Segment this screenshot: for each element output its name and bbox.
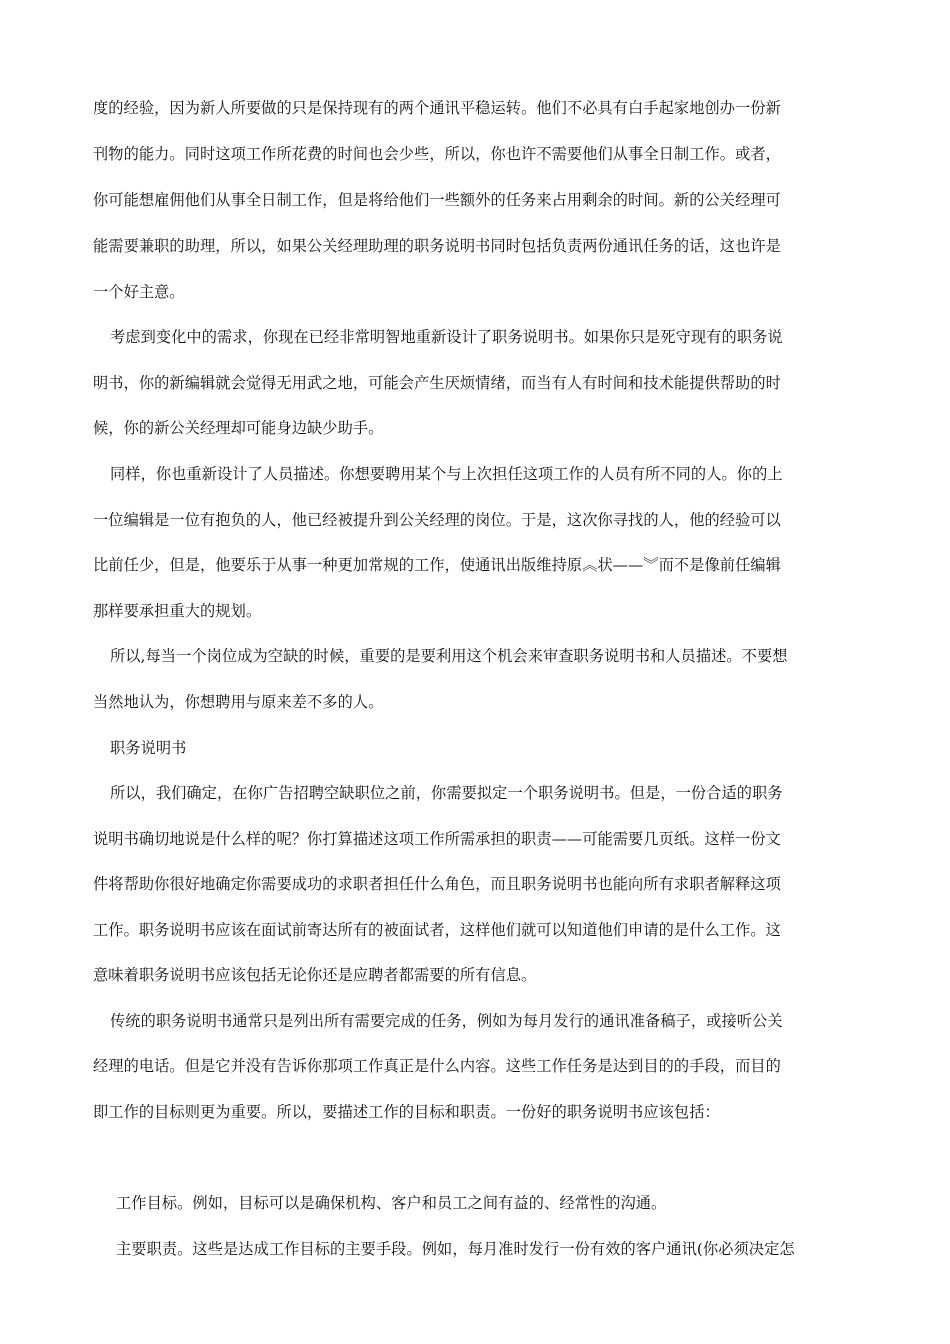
text-line: 明书，你的新编辑就会觉得无用武之地，可能会产生厌烦情绪，而当有人有时间和技术能提供帮助的时 bbox=[93, 374, 781, 392]
text-line: 说明书确切地说是什么样的呢？你打算描述这项工作所需承担的职责——可能需要几页纸。这样一份文 bbox=[93, 830, 781, 848]
text-line: 件将帮助你很好地确定你需要成功的求职者担任什么角色，而且职务说明书也能向所有求职者解释这项 bbox=[93, 875, 781, 893]
text-line: 度的经验，因为新人所要做的只是保持现有的两个通讯平稳运转。他们不必具有白手起家地创办一份新 bbox=[93, 99, 781, 117]
text-line: 同样，你也重新设计了人员描述。你想要聘用某个与上次担任这项工作的人员有所不同的人。你的上 bbox=[110, 465, 783, 483]
text-line: 当然地认为，你想聘用与原来差不多的人。 bbox=[93, 693, 384, 711]
section-heading: 职务说明书 bbox=[110, 739, 187, 757]
text-line: 刊物的能力。同时这项工作所花费的时间也会少些，所以，你也许不需要他们从事全日制工作。或者， bbox=[93, 145, 781, 163]
text-line: 所以,每当一个岗位成为空缺的时候，重要的是要利用这个机会来审查职务说明书和人员描述。不要想 bbox=[110, 647, 788, 665]
text-line: 所以，我们确定，在你广告招聘空缺职位之前，你需要拟定一个职务说明书。但是，一份合适的职务 bbox=[110, 784, 783, 802]
text-line: 能需要兼职的助理，所以，如果公关经理助理的职务说明书同时包括负责两份通讯任务的话，这也许是 bbox=[93, 237, 781, 255]
list-item: 主要职责。这些是达成工作目标的主要手段。例如，每月准时发行一份有效的客户通讯(你必须决定怎 bbox=[116, 1240, 795, 1258]
text-line: 候，你的新公关经理却可能身边缺少助手。 bbox=[93, 419, 384, 437]
text-line: 一位编辑是一位有抱负的人，他已经被提升到公关经理的岗位。于是，这次你寻找的人，他的经验可以 bbox=[93, 511, 781, 529]
text-line: 经理的电话。但是它并没有告诉你那项工作真正是什么内容。这些工作任务是达到目的的手段，而目的 bbox=[93, 1057, 781, 1075]
text-line: 一个好主意。 bbox=[93, 283, 185, 301]
text-line: 即工作的目标则更为重要。所以，要描述工作的目标和职责。一份好的职务说明书应该包括： bbox=[93, 1103, 720, 1121]
text-line: 你可能想雇佣他们从事全日制工作，但是将给他们一些额外的任务来占用剩余的时间。新的公关经理可 bbox=[93, 191, 781, 209]
text-line: 工作。职务说明书应该在面试前寄达所有的被面试者，这样他们就可以知道他们申请的是什么工作。这 bbox=[93, 921, 781, 939]
text-line: 传统的职务说明书通常只是列出所有需要完成的任务，例如为每月发行的通讯准备稿子，或接听公关 bbox=[110, 1012, 783, 1030]
list-item: 工作目标。例如，目标可以是确保机构、客户和员工之间有益的、经常性的沟通。 bbox=[116, 1194, 667, 1212]
text-line: 那样要承担重大的规划。 bbox=[93, 602, 262, 620]
text-line: 考虑到变化中的需求，你现在已经非常明智地重新设计了职务说明书。如果你只是死守现有的职务说 bbox=[110, 328, 783, 346]
text-line: 意味着职务说明书应该包括无论你还是应聘者都需要的所有信息。 bbox=[93, 966, 537, 984]
text-line: 比前任少，但是，他要乐于从事一种更加常规的工作，使通讯出版维持原︽状——︾而不是像前任编辑 bbox=[93, 556, 781, 574]
